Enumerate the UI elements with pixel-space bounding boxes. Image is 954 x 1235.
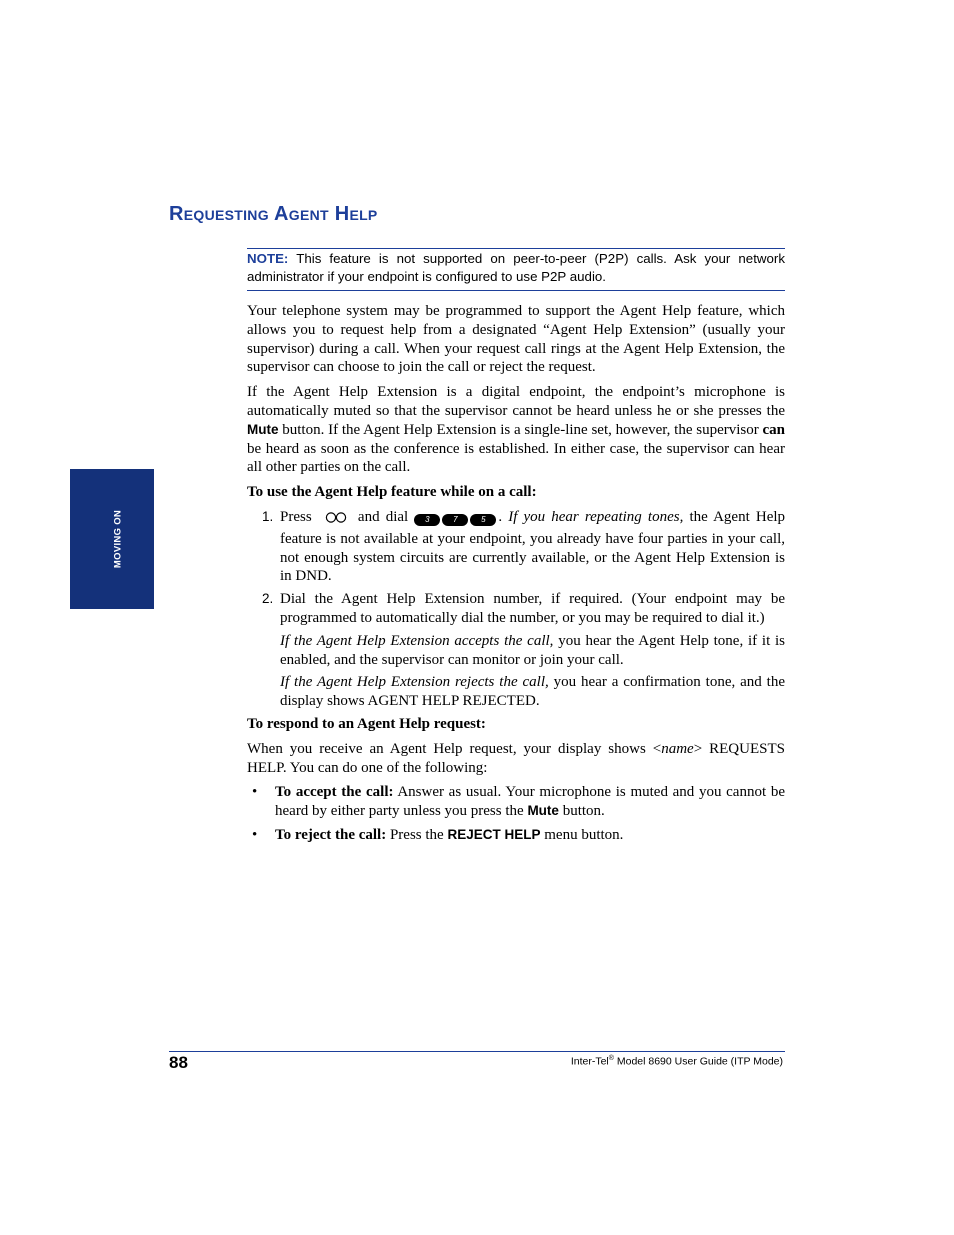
respond-pre: When you receive an Agent Help request, your display shows <: [247, 740, 662, 757]
note-label: NOTE:: [247, 251, 289, 266]
bullet-dot: •: [252, 826, 258, 843]
bullet-accept-text: Answer as usual. Your microphone is muted and you cannot be heard by either party unless you press the: [275, 784, 785, 820]
step-1: [247, 508, 785, 586]
bullet-reject: [247, 826, 785, 845]
note-bottom-rule: [247, 290, 785, 291]
repeating-tones-italic: If you hear repeating tones,: [508, 508, 684, 525]
digital-paragraph: [247, 383, 785, 477]
bullet-accept-after: button.: [562, 803, 605, 820]
options-list: [247, 783, 785, 844]
use-heading: To use the Agent Help feature while on a call:: [247, 484, 537, 501]
reject-help-key-label: REJECT HELP: [447, 826, 541, 842]
step-number: 2.: [262, 591, 274, 607]
reject-paragraph: [280, 673, 785, 711]
bullet-reject-after: menu button.: [544, 826, 624, 843]
digital-text-1: If the Agent Help Extension is a digital endpoint, the endpoint’s microphone is automatically muted so that the supervisor cannot be heard unless he or she presses the: [247, 384, 785, 419]
steps-list: [247, 508, 785, 711]
dial-key-5: 5: [470, 514, 496, 526]
reject-rest: you hear a confirmation tone, and the display shows AGENT HELP REJECTED.: [280, 674, 785, 710]
footer-rest: Model 8690 User Guide (ITP Mode): [613, 1055, 783, 1068]
step-2: [247, 590, 785, 711]
reject-italic: If the Agent Help Extension rejects the call,: [280, 674, 549, 691]
dial-key-7: 7: [442, 514, 468, 526]
step-1-rest: the Agent Help feature is not available at your endpoint, you already have four parties in your call, not enough system circuits are currently available, or the Agent Help Extension is in DND.: [280, 508, 786, 585]
footer-brand: Inter-Tel: [570, 1055, 609, 1068]
intro-paragraph: Your telephone system may be programmed to support the Agent Help feature, which allows you to request help from a designated “Agent Help Extension” (usually your supervisor) during a call. When your request call rings at the Agent Help Extension, the supervisor can choose to join the call or reject the request.: [247, 303, 785, 376]
note-text: This feature is not supported on peer-to-peer (P2P) calls. Ask your network administrator if your endpoint is configured to use P2P audio.: [247, 251, 785, 284]
can-emphasis: can: [762, 421, 786, 438]
body-content: [247, 302, 785, 850]
mute-key-label: Mute: [527, 803, 559, 819]
speaker-icon: [324, 511, 348, 530]
step-1-text: Press and dial 3 7 5 . If you hear repeating tones, the Agent Help feature is not available at your endpoint, you already have four parties in your call, not enough system circuits are currently available, or the Agent Help Extension is in DND.: [280, 508, 786, 585]
digital-text-3: be heard as soon as the conference is established. In either case, the supervisor can hear all other parties on the call.: [247, 440, 785, 476]
bullet-reject-text: Press the: [389, 826, 444, 843]
footer-rule: [169, 1051, 785, 1052]
respond-heading: To respond to an Agent Help request:: [247, 715, 486, 732]
press-text: Press: [280, 508, 312, 525]
dial-key-3: 3: [414, 514, 440, 526]
bullet-accept: [247, 783, 785, 821]
side-tab-label: MOVING ON: [112, 509, 124, 569]
page-number: 88: [169, 1053, 188, 1072]
bullet-dot: •: [252, 784, 258, 801]
footer-title: [571, 1055, 783, 1068]
and-dial-text: and dial: [357, 508, 409, 525]
mute-key-label: Mute: [247, 421, 279, 437]
bullet-reject-bold: To reject the call:: [275, 826, 387, 843]
note-top-rule: [247, 248, 785, 249]
footer-reg: ®: [608, 1055, 614, 1062]
step-2-text: Dial the Agent Help Extension number, if required. (Your endpoint may be programmed to automatically dial the number, or you may be required to dial it.): [280, 591, 785, 626]
page-title: Requesting Agent Help: [169, 203, 378, 225]
respond-name: name: [661, 740, 694, 757]
respond-post: > REQUESTS HELP. You can do one of the following:: [247, 740, 785, 776]
bullet-accept-bold: To accept the call:: [275, 784, 394, 801]
note-box: [247, 250, 785, 285]
digital-text-2: button. If the Agent Help Extension is a single-line set, however, the supervisor: [282, 421, 759, 438]
accept-italic: If the Agent Help Extension accepts the call,: [280, 632, 554, 649]
respond-paragraph: [247, 740, 785, 778]
step-number: 1.: [262, 508, 274, 524]
accept-paragraph: [280, 632, 785, 670]
accept-rest: you hear the Agent Help tone, if it is enabled, and the supervisor can monitor or join your call.: [280, 632, 786, 668]
